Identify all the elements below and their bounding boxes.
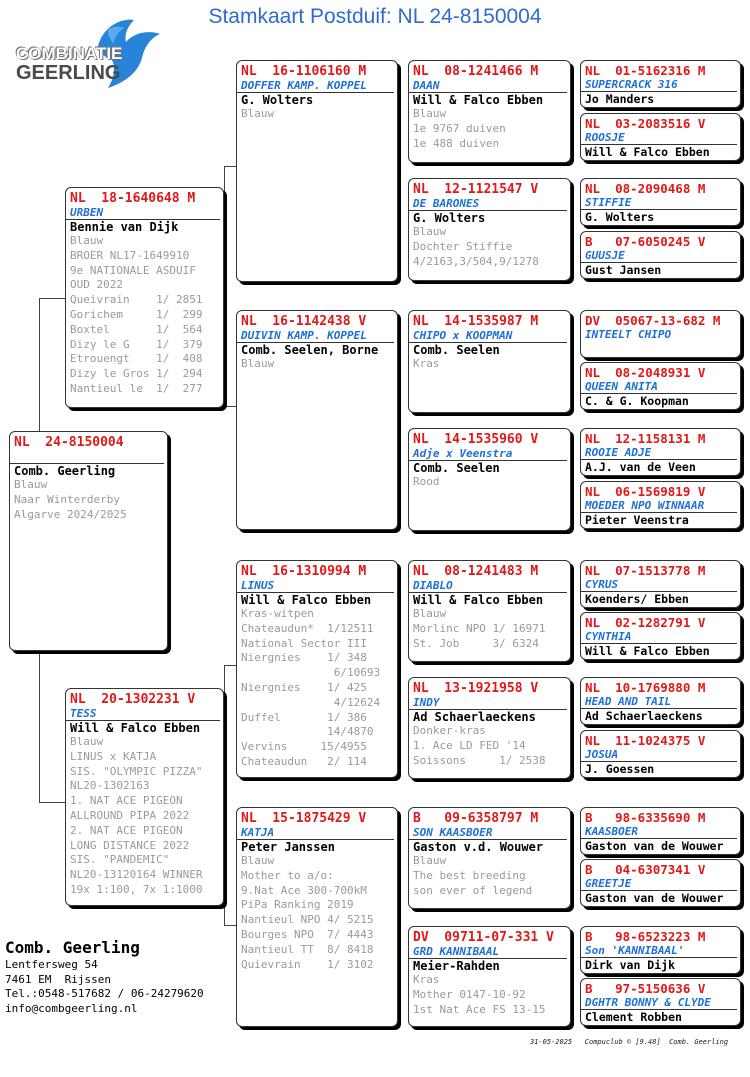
owner: Will & Falco Ebben xyxy=(413,593,544,607)
info-line: 9.Nat Ace 300-700kM xyxy=(241,883,367,897)
pigeon-name: HEAD AND TAIL xyxy=(581,695,737,709)
pigeon-card-dam[interactable] xyxy=(65,688,224,906)
info-line: Nantieul NPO 4/ 5215 xyxy=(241,913,374,927)
pigeon-name: DE BARONES xyxy=(409,197,567,211)
info-line: Gorichem 1/ 299 xyxy=(70,307,203,321)
ring-number: NL 14-1535960 V xyxy=(413,432,539,447)
contact-phone: Tel.:0548-517682 / 06-24279620 xyxy=(5,987,204,1000)
owner: Meier-Rahden xyxy=(413,959,500,973)
tree-line xyxy=(572,205,573,255)
owner: Gaston v.d. Wouwer xyxy=(413,840,544,854)
tree-line xyxy=(400,850,401,980)
ring-number: DV 05067-13-682 M xyxy=(585,313,721,328)
ring-number: B 04-6307341 V xyxy=(585,862,706,877)
info-line: Chateaudun* 1/12511 xyxy=(241,621,374,635)
pigeon-name xyxy=(10,450,164,464)
contact-street: Lentfersweg 54 xyxy=(5,958,98,971)
pigeon-name: DOFFER KAMP. KOPPEL xyxy=(237,79,394,93)
info-line: Niergnies 1/ 348 xyxy=(241,651,367,665)
tree-line xyxy=(224,665,225,925)
ring-number: NL 06-1569819 V xyxy=(585,484,706,499)
info-line: Blauw xyxy=(70,735,104,748)
pigeon-name: ROOSJE xyxy=(581,131,737,145)
info-line: SIS. "OLYMPIC PIZZA" xyxy=(70,764,203,778)
pigeon-name: LINUS xyxy=(237,579,394,593)
ring-number: NL 01-5162316 M xyxy=(585,63,706,78)
info-line: Blauw xyxy=(241,854,275,867)
logo-text-bottom: GEERLING xyxy=(16,62,121,84)
contact-email[interactable]: info@combgeerling.nl xyxy=(5,1001,138,1015)
owner: C. & G. Koopman xyxy=(585,394,689,408)
tree-line xyxy=(39,298,40,432)
pigeon-name: JOSUA xyxy=(581,748,737,762)
pigeon-name: KAASBOER xyxy=(581,825,737,839)
info-line: National Sector III xyxy=(241,636,367,650)
info-line: Mother to a/o: xyxy=(241,868,334,882)
owner: Comb. Seelen xyxy=(413,461,500,475)
owner: Will & Falco Ebben xyxy=(585,644,710,658)
pigeon-card-gen4[interactable] xyxy=(580,978,741,1026)
owner: G. Wolters xyxy=(585,210,655,224)
owner: J. Goessen xyxy=(585,762,655,776)
pigeon-card-gen3[interactable] xyxy=(408,926,571,1027)
pigeon-card-gen3[interactable] xyxy=(408,677,571,779)
pigeon-name: CYRUS xyxy=(581,578,737,592)
tree-line xyxy=(400,610,401,725)
tree-line xyxy=(572,330,573,385)
pigeon-card-gen2[interactable] xyxy=(236,310,398,530)
ring-number: NL 08-2090468 M xyxy=(585,181,706,196)
info-line: PiPa Ranking 2019 xyxy=(241,898,354,912)
info-line: LONG DISTANCE 2022 xyxy=(70,838,190,852)
pigeon-card-gen4[interactable] xyxy=(580,926,741,974)
info-line: Etrouengt 1/ 408 xyxy=(70,352,203,366)
pigeon-card-gen4[interactable] xyxy=(580,481,741,529)
info-line: 1e 9767 duiven xyxy=(413,121,506,135)
info-line: Duffel 1/ 386 xyxy=(241,710,367,724)
info-line: Niergnies 1/ 425 xyxy=(241,680,367,694)
info-line: LINUS x KATJA xyxy=(70,749,157,763)
ring-number: NL 16-1106160 M xyxy=(241,64,367,79)
ring-number: B 09-6358797 M xyxy=(413,811,539,826)
owner: Gaston van de Wouwer xyxy=(585,839,724,853)
ring-number: NL 10-1769880 M xyxy=(585,680,706,695)
club-logo xyxy=(14,16,164,96)
tree-line xyxy=(400,360,401,465)
pigeon-name: Adje x Veenstra xyxy=(409,447,567,461)
ring-number: NL 18-1640648 M xyxy=(70,191,196,206)
pigeon-name: Son 'KANNIBAAL' xyxy=(581,944,737,958)
info-line: Blauw xyxy=(241,107,275,120)
info-line: Quievrain 1/ 3102 xyxy=(241,957,374,971)
pigeon-card-gen2[interactable] xyxy=(236,807,398,1027)
pigeon-card-gen3[interactable] xyxy=(408,60,571,163)
ring-number: DV 09711-07-331 V xyxy=(413,930,554,945)
tree-line xyxy=(224,665,236,666)
info-line: Nantieul le 1/ 277 xyxy=(70,381,203,395)
info-line: Dizy le Gros 1/ 294 xyxy=(70,367,203,381)
tree-line xyxy=(224,406,236,407)
owner: Comb. Seelen, Borne xyxy=(241,343,379,357)
info-line: Blauw xyxy=(413,854,447,867)
ring-number: NL 14-1535987 M xyxy=(413,314,539,329)
owner: Will & Falco Ebben xyxy=(70,721,201,735)
logo-text-top: COMBINATIE xyxy=(16,44,123,63)
info-line: Donker-kras xyxy=(413,724,486,737)
pigeon-card-gen4[interactable] xyxy=(580,178,741,226)
pigeon-card-gen2[interactable] xyxy=(236,560,398,778)
owner: Bennie van Dijk xyxy=(70,220,179,234)
tree-line xyxy=(39,802,65,803)
info-line: Blauw xyxy=(14,478,48,491)
pigeon-name: CYNTHIA xyxy=(581,630,737,644)
info-line: St. Job 3/ 6324 xyxy=(413,636,539,650)
owner: Ad Schaerlaeckens xyxy=(585,709,703,723)
pigeon-name: DGHTR BONNY & CLYDE xyxy=(581,996,737,1010)
pigeon-card-gen4[interactable] xyxy=(580,310,741,358)
tree-line xyxy=(572,585,573,640)
owner: Will & Falco Ebben xyxy=(585,145,710,159)
info-line: 1. Ace LD FED '14 xyxy=(413,738,526,752)
pigeon-card-gen3[interactable] xyxy=(408,178,571,281)
ring-number: B 07-6050245 V xyxy=(585,234,706,249)
ring-number: NL 24-8150004 xyxy=(14,435,124,450)
pigeon-card-gen3[interactable] xyxy=(408,807,571,909)
tree-line xyxy=(572,85,573,140)
owner: Will & Falco Ebben xyxy=(241,593,372,607)
info-line: Morlinc NPO 1/ 16971 xyxy=(413,621,546,635)
pigeon-name: SON KAASBOER xyxy=(409,826,567,840)
info-line: NL20-13120164 WINNER xyxy=(70,868,203,882)
info-line: son ever of legend xyxy=(413,883,533,897)
owner: Peter Janssen xyxy=(241,840,335,854)
contact-block xyxy=(5,938,204,1016)
pigeon-name: QUEEN ANITA xyxy=(581,380,737,394)
info-line: Boxtel 1/ 564 xyxy=(70,322,203,336)
pigeon-card-subject[interactable] xyxy=(9,431,168,651)
info-line: Blauw xyxy=(413,607,447,620)
info-line: Kras-witpen xyxy=(241,607,314,620)
ring-number: NL 08-1241483 M xyxy=(413,564,539,579)
ring-number: NL 12-1121547 V xyxy=(413,182,539,197)
info-line: 1st Nat Ace FS 13-15 xyxy=(413,1002,546,1016)
info-line: 4/2163,3/504,9/1278 xyxy=(413,254,539,268)
pigeon-card-gen4[interactable] xyxy=(580,560,741,608)
pigeon-name: MOEDER NPO WINNAAR xyxy=(581,499,737,513)
contact-city: 7461 EM Rijssen xyxy=(5,972,111,986)
pigeon-card-sire[interactable] xyxy=(65,187,224,408)
ring-number: NL 20-1302231 V xyxy=(70,692,196,707)
owner: Will & Falco Ebben xyxy=(413,93,544,107)
info-line: Blauw xyxy=(413,225,447,238)
info-line: Mother 0147-10-92 xyxy=(413,987,526,1001)
page-title: Stamkaart Postduif: NL 24-8150004 xyxy=(208,5,542,28)
info-line: Dochter Stiffie xyxy=(413,239,513,253)
pigeon-card-gen3[interactable] xyxy=(408,428,571,531)
owner: Ad Schaerlaeckens xyxy=(413,710,536,724)
info-line: 6/10693 xyxy=(241,666,381,680)
pigeon-name: GRD KANNIBAAL xyxy=(409,945,567,959)
owner: Jo Manders xyxy=(585,92,655,106)
info-line: Kras xyxy=(413,357,440,370)
info-line: Kras xyxy=(413,973,440,986)
info-line: 1. NAT ACE PIGEON xyxy=(70,794,183,808)
ring-number: B 97-5150636 V xyxy=(585,981,706,996)
pigeon-card-gen4[interactable] xyxy=(580,612,741,660)
info-line: Nantieul TT 8/ 8418 xyxy=(241,942,374,956)
owner: A.J. van de Veen xyxy=(585,460,696,474)
tree-line xyxy=(400,110,401,220)
pigeon-card-gen4[interactable] xyxy=(580,730,741,778)
pigeon-card-gen4[interactable] xyxy=(580,231,741,279)
owner: Dirk van Dijk xyxy=(585,958,676,972)
info-line: 19x 1:100, 7x 1:1000 xyxy=(70,882,203,896)
pigeon-name: TESS xyxy=(66,707,220,721)
tree-line xyxy=(224,166,225,406)
owner: Comb. Seelen xyxy=(413,343,500,357)
ring-number: B 98-6335690 M xyxy=(585,810,706,825)
info-line: Chateaudun 2/ 114 xyxy=(241,754,367,768)
pigeon-card-gen4[interactable] xyxy=(580,859,741,907)
pigeon-name: ROOIE ADJE xyxy=(581,446,737,460)
owner: Gaston van de Wouwer xyxy=(585,891,724,905)
pigeon-name: STIFFIE xyxy=(581,196,737,210)
pigeon-card-gen4[interactable] xyxy=(580,677,741,725)
pigeon-card-gen4[interactable] xyxy=(580,60,741,108)
owner: Gust Jansen xyxy=(585,263,662,277)
pigeon-card-gen3[interactable] xyxy=(408,310,571,413)
tree-line xyxy=(39,650,40,802)
info-line: OUD 2022 xyxy=(70,278,123,292)
owner: Clement Robben xyxy=(585,1010,682,1024)
ring-number: NL 08-1241466 M xyxy=(413,64,539,79)
ring-number: NL 03-2083516 V xyxy=(585,116,706,131)
info-line: 1e 488 duiven xyxy=(413,136,500,150)
info-line: ALLROUND PIPA 2022 xyxy=(70,808,190,822)
info-line: Rood xyxy=(413,475,440,488)
tree-line xyxy=(224,166,236,167)
info-line: Algarve 2024/2025 xyxy=(14,507,127,521)
owner: Pieter Veenstra xyxy=(585,513,689,527)
ring-number: NL 11-1024375 V xyxy=(585,733,706,748)
owner: Koenders/ Ebben xyxy=(585,592,689,606)
tree-line xyxy=(572,835,573,890)
owner: Comb. Geerling xyxy=(14,464,116,478)
tree-line xyxy=(572,955,573,1010)
ring-number: NL 08-2048931 V xyxy=(585,365,706,380)
pigeon-name: KATJA xyxy=(237,826,394,840)
pigeon-card-gen4[interactable] xyxy=(580,362,741,410)
tree-line xyxy=(572,700,573,755)
ring-number: NL 16-1310994 M xyxy=(241,564,367,579)
ring-number: NL 13-1921958 V xyxy=(413,681,539,696)
info-line: Naar Winterderby xyxy=(14,492,120,506)
info-line: The best breeding xyxy=(413,868,526,882)
info-line: Blauw xyxy=(241,357,275,370)
info-line: Vervins 15/4955 xyxy=(241,740,367,754)
ring-number: NL 02-1282791 V xyxy=(585,615,706,630)
info-line: Queivrain 1/ 2851 xyxy=(70,293,203,307)
info-line: Blauw xyxy=(70,234,104,247)
ring-number: B 98-6523223 M xyxy=(585,929,706,944)
info-line: 2. NAT ACE PIGEON xyxy=(70,823,183,837)
print-footer: 31-05-2025 Compuclub © [9.48] Comb. Geerling xyxy=(530,1038,729,1046)
pigeon-name: GUUSJE xyxy=(581,249,737,263)
pigeon-name: SUPERCRACK 316 xyxy=(581,78,737,92)
info-line: Bourges NPO 7/ 4443 xyxy=(241,927,374,941)
pigeon-name: DAAN xyxy=(409,79,567,93)
info-line: 9e NATIONALE ASDUIF xyxy=(70,263,196,277)
ring-number: NL 16-1142438 V xyxy=(241,314,367,329)
ring-number: NL 07-1513778 M xyxy=(585,563,706,578)
tree-line xyxy=(39,298,65,299)
pigeon-card-gen2[interactable] xyxy=(236,60,398,282)
pigeon-name: GREETJE xyxy=(581,877,737,891)
pigeon-name: INTEELT CHIPO xyxy=(585,328,672,341)
tree-line xyxy=(224,925,236,926)
contact-name: Comb. Geerling xyxy=(5,938,140,957)
pigeon-card-gen4[interactable] xyxy=(580,113,741,161)
info-line: 4/12624 xyxy=(241,695,381,709)
info-line: BROER NL17-1649910 xyxy=(70,248,190,262)
pigeon-name: DIABLO xyxy=(409,579,567,593)
pigeon-card-gen4[interactable] xyxy=(580,428,741,476)
pigeon-name: INDY xyxy=(409,696,567,710)
owner: G. Wolters xyxy=(241,93,314,107)
pigeon-name: CHIPO x KOOPMAN xyxy=(409,329,567,343)
owner: G. Wolters xyxy=(413,211,486,225)
ring-number: NL 12-1158131 M xyxy=(585,431,706,446)
info-line: NL20-1302163 xyxy=(70,779,150,793)
info-line: 14/4870 xyxy=(241,725,374,739)
pigeon-name: URBEN xyxy=(66,206,220,220)
pigeon-name: DUIVIN KAMP. KOPPEL xyxy=(237,329,394,343)
info-line: Dizy le G 1/ 379 xyxy=(70,337,203,351)
pigeon-card-gen3[interactable] xyxy=(408,560,571,662)
info-line: SIS. "PANDEMIC" xyxy=(70,853,170,867)
info-line: Blauw xyxy=(413,107,447,120)
tree-line xyxy=(572,452,573,507)
ring-number: NL 15-1875429 V xyxy=(241,811,367,826)
info-line: Soissons 1/ 2538 xyxy=(413,753,546,767)
pigeon-card-gen4[interactable] xyxy=(580,807,741,855)
